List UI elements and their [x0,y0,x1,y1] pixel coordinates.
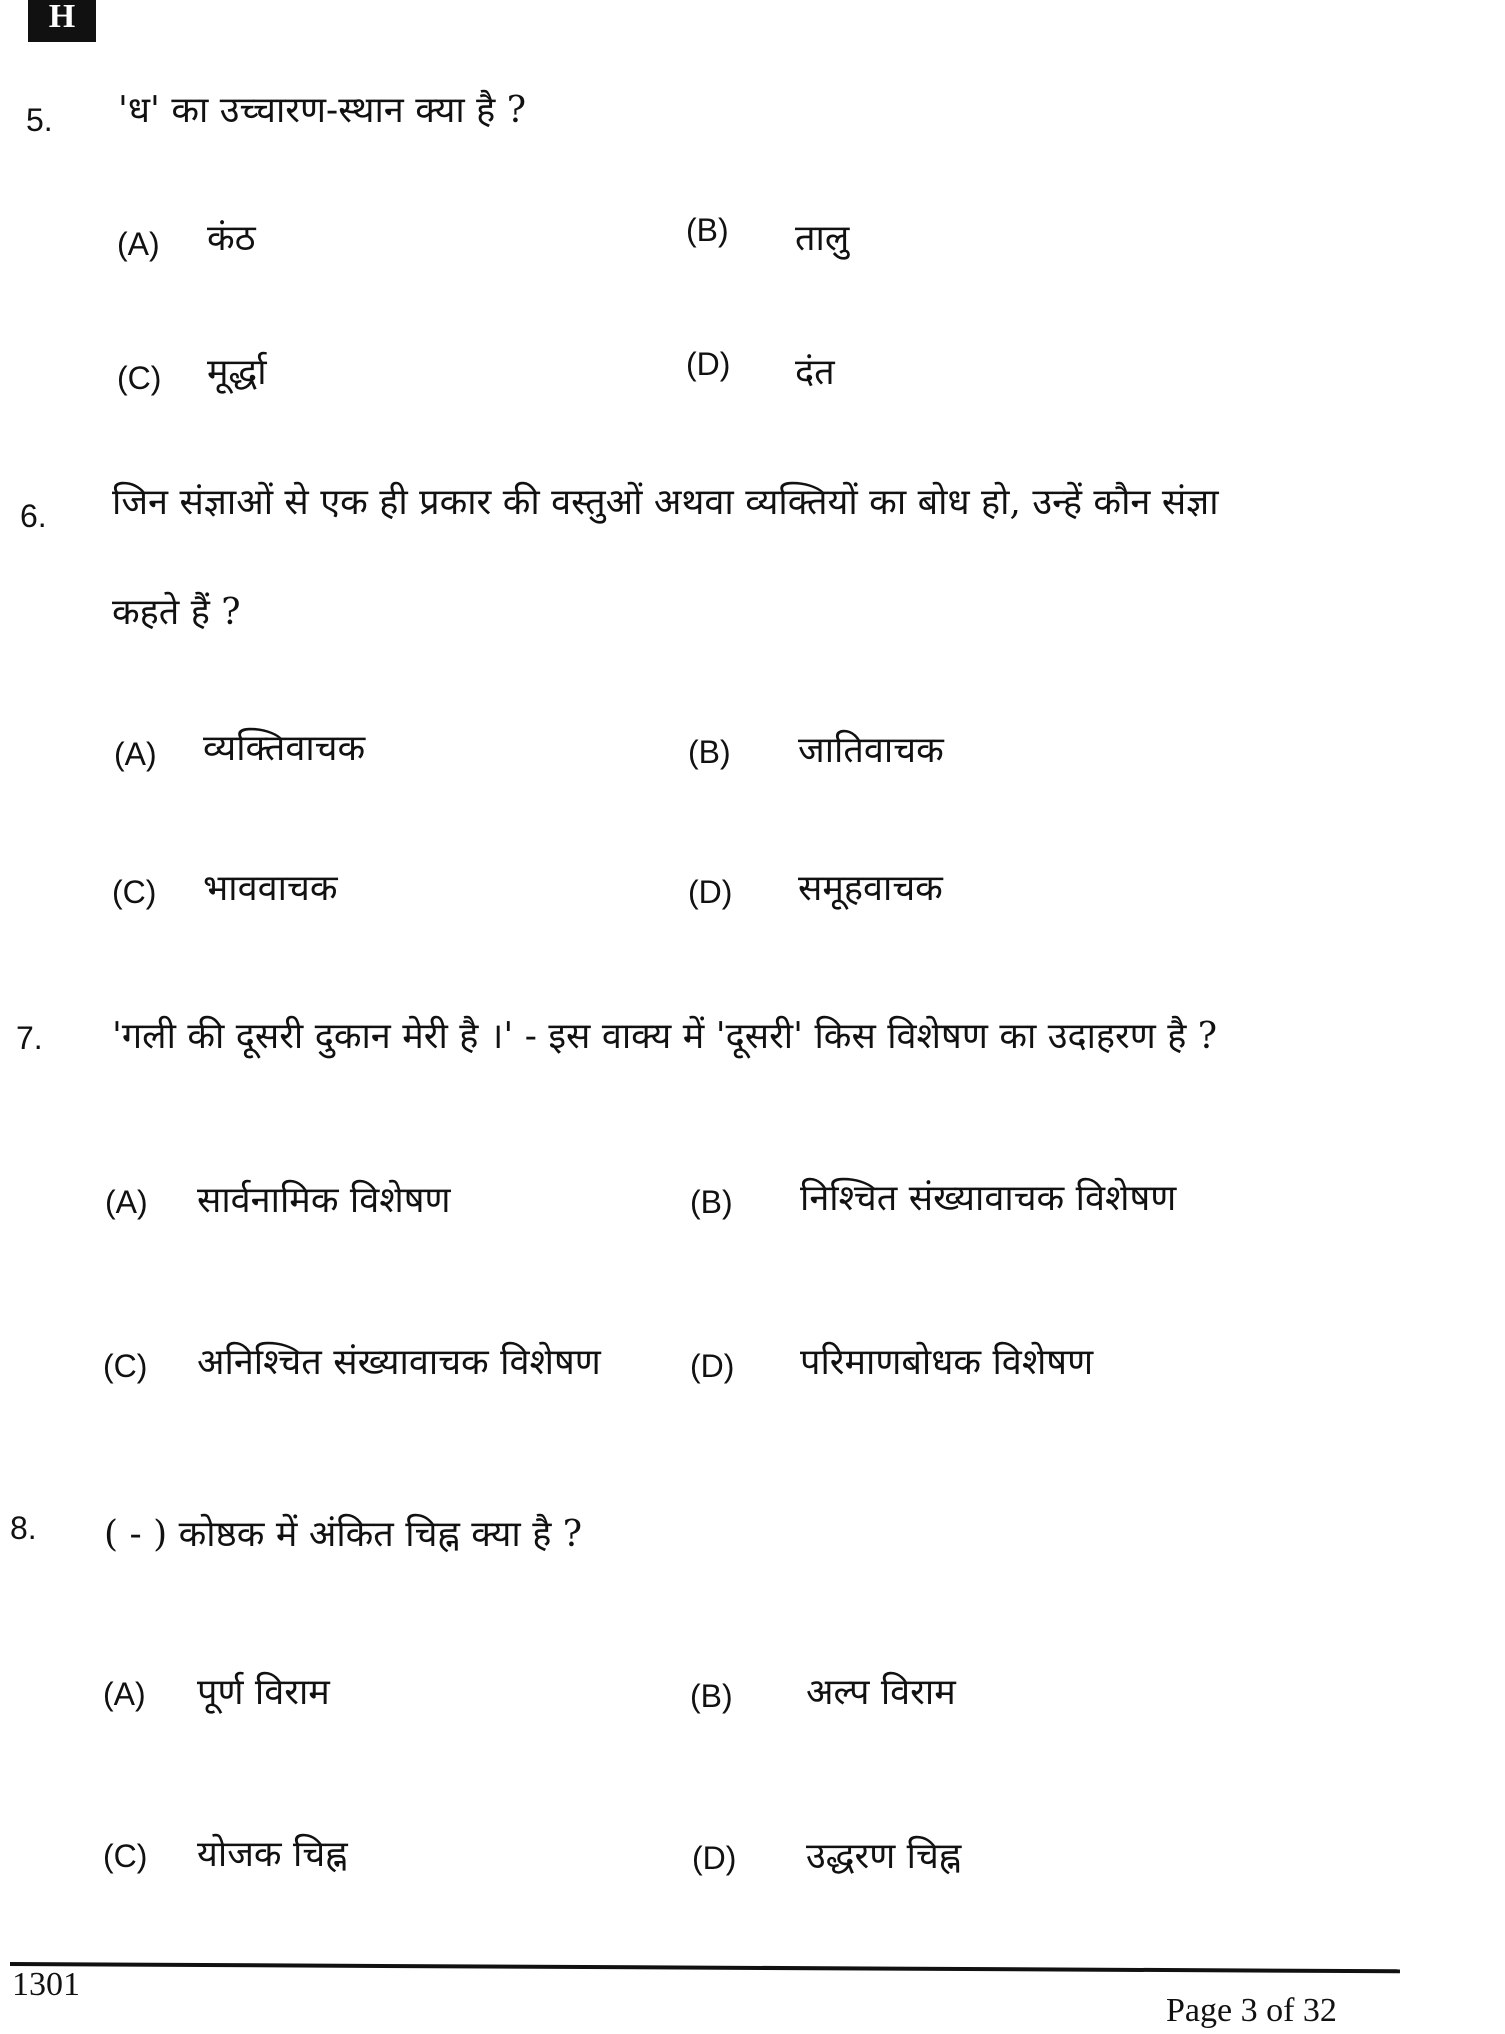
option-text: योजक चिह्न [197,1834,348,1875]
option-label: (C) [103,1838,148,1874]
option-label: (C) [117,360,162,396]
option-label: (B) [686,212,729,248]
option-text: दंत [795,352,835,393]
question-text: 'गली की दूसरी दुकान मेरी है ।' - इस वाक्य में 'दूसरी' किस विशेषण का उदाहरण है ? [112,1016,1218,1057]
option-label: (D) [690,1348,735,1384]
question-number: 5. [26,102,53,138]
question-number: 6. [20,498,47,534]
question-number: 8. [10,1510,37,1546]
option-label: (A) [103,1676,146,1712]
option-text: समूहवाचक [798,868,943,909]
series-badge: H [28,0,96,42]
page-number: Page 3 of 32 [1166,1992,1337,2029]
option-label: (D) [692,1840,737,1876]
option-text: कंठ [207,218,256,259]
option-text: उद्धरण चिह्न [806,1836,962,1877]
option-text: अल्प विराम [806,1672,956,1713]
option-label: (D) [688,874,733,910]
option-label: (B) [690,1184,733,1220]
option-text: जातिवाचक [798,730,944,771]
option-label: (D) [686,346,731,382]
option-label: (A) [117,226,160,262]
question-text: जिन संज्ञाओं से एक ही प्रकार की वस्तुओं अथवा व्यक्तियों का बोध हो, उन्हें कौन संज्ञा [112,482,1219,523]
option-text: तालु [795,218,850,259]
option-text: निश्चित संख्यावाचक विशेषण [800,1178,1177,1219]
question-text-line-2: कहते हैं ? [112,592,241,633]
option-label: (B) [688,734,731,770]
paper-code: 1301 [12,1966,80,2003]
option-text: परिमाणबोधक विशेषण [800,1342,1094,1383]
question-number: 7. [16,1020,43,1056]
option-label: (C) [103,1348,148,1384]
option-label: (A) [114,736,157,772]
question-text: 'ध' का उच्चारण-स्थान क्या है ? [118,90,526,131]
option-label: (A) [105,1184,148,1220]
option-label: (C) [112,874,157,910]
option-text: मूर्द्धा [207,352,267,393]
question-text: ( - ) कोष्ठक में अंकित चिह्न क्या है ? [104,1514,583,1555]
footer-rule [10,1962,1400,1973]
option-text: अनिश्चित संख्यावाचक विशेषण [197,1342,601,1383]
option-text: सार्वनामिक विशेषण [197,1180,451,1221]
option-text: व्यक्तिवाचक [203,728,366,769]
option-label: (B) [690,1678,733,1714]
option-text: पूर्ण विराम [197,1672,330,1713]
option-text: भाववाचक [203,868,338,909]
